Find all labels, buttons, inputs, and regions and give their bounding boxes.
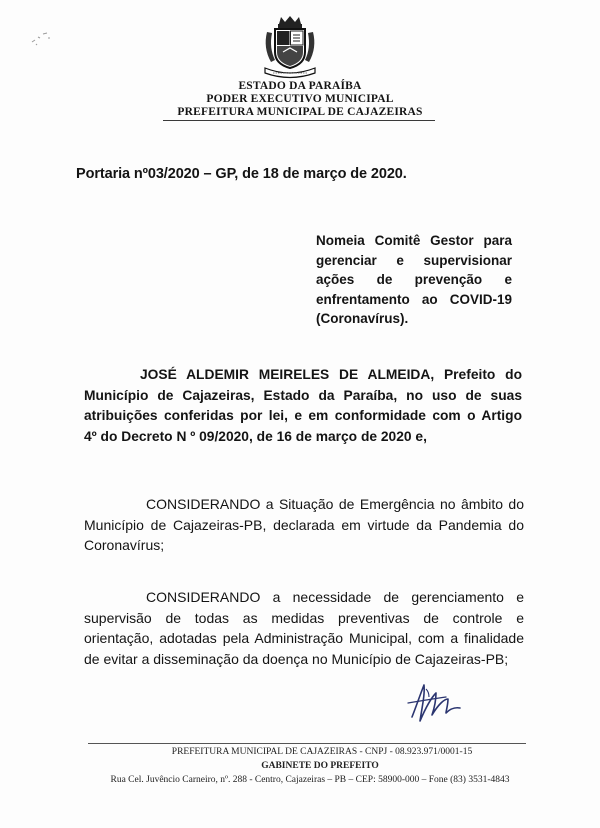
ordinance-title: Portaria nº03/2020 – GP, de 18 de março de 2020. — [76, 166, 407, 182]
ordinance-summary: Nomeia Comitê Gestor para gerenciar e supervisionar ações de prevenção e enfrentamento ao COVID-19 (Coronavírus). — [316, 233, 512, 326]
paragraph-line: Município de Cajazeiras-PB, declarada em virtude da Pandemia do — [84, 516, 524, 533]
letterhead-municipality: PREFEITURA MUNICIPAL DE CAJAZEIRAS — [177, 106, 423, 118]
considering-paragraph-2 — [84, 587, 524, 669]
paragraph-line: CONSIDERANDO a Situação de Emergência no âmbito do — [146, 496, 524, 512]
footer — [0, 745, 600, 787]
letterhead-branch: PODER EXECUTIVO MUNICIPAL — [206, 93, 394, 105]
paragraph-line: orientação, adotadas pela Administração Municipal, com a finalidade — [84, 630, 524, 646]
footer-office: GABINETE DO PREFEITO — [261, 761, 379, 771]
paragraph-line: CONSIDERANDO a necessidade de gerenciamento e — [146, 589, 524, 605]
letterhead-divider — [163, 120, 435, 121]
paragraph-line: Coronavírus; — [84, 537, 165, 553]
paragraph-line: 4º do Decreto N º 09/2020, de 16 de março de 2020 e, — [84, 428, 427, 444]
letterhead — [0, 80, 600, 119]
signature-icon — [402, 677, 466, 727]
footer-divider — [88, 743, 526, 744]
paragraph-line: de evitar a disseminação da doença no Município de Cajazeiras-PB; — [84, 650, 509, 667]
paragraph-line: JOSÉ ALDEMIR MEIRELES DE ALMEIDA, Prefeito do — [140, 367, 522, 382]
coat-of-arms-icon — [259, 14, 321, 80]
letterhead-state: ESTADO DA PARAÍBA — [238, 80, 362, 92]
preamble-paragraph — [84, 365, 522, 447]
paragraph-line: Município de Cajazeiras, Estado da Paraíba, no uso de suas — [84, 387, 522, 403]
scan-speck-mark — [28, 28, 58, 48]
paragraph-line: atribuições conferidas por lei, e em conformidade com o Artigo — [84, 408, 522, 423]
footer-address: Rua Cel. Juvêncio Carneiro, nº. 288 - Centro, Cajazeiras – PB – CEP: 58900-000 – Fone (83) 3531-4843 — [110, 775, 510, 785]
footer-entity: PREFEITURA MUNICIPAL DE CAJAZEIRAS - CNPJ - 08.923.971/0001-15 — [171, 747, 473, 757]
considering-paragraph-1 — [84, 494, 524, 556]
paragraph-line: supervisão de todas as medidas preventivas de controle e — [84, 609, 524, 626]
